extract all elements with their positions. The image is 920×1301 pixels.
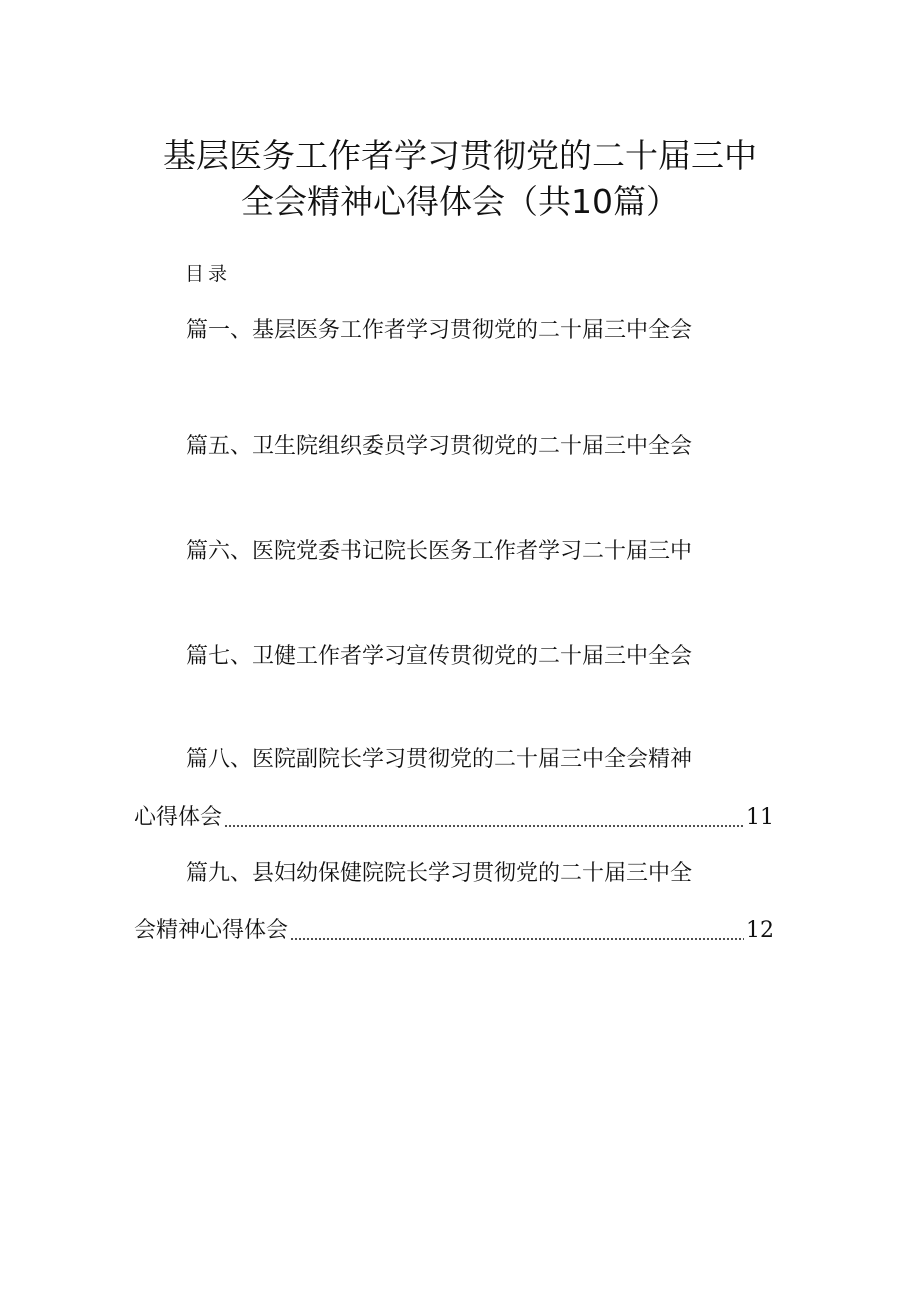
document-title-line-2: 全会精神心得体会（共10篇）	[241, 182, 679, 221]
toc-entry-9-line-1[interactable]: 篇九、县妇幼保健院院长学习贯彻党的二十届三中全	[186, 861, 693, 886]
document-title-line-1: 基层医务工作者学习贯彻党的二十届三中	[163, 136, 757, 175]
toc-entry-7[interactable]: 篇七、卫健工作者学习宣传贯彻党的二十届三中全会	[186, 644, 693, 669]
toc-heading: 目录	[185, 263, 232, 285]
toc-entry-8-line-2[interactable]	[134, 803, 774, 833]
toc-entry-8-line-1[interactable]: 篇八、医院副院长学习贯彻党的二十届三中全会精神	[186, 747, 693, 772]
toc-entry-8-page-number: 11	[746, 805, 774, 830]
toc-entry-8-text: 心得体会	[134, 805, 223, 830]
toc-entry-1[interactable]: 篇一、基层医务工作者学习贯彻党的二十届三中全会	[186, 318, 693, 343]
toc-entry-5[interactable]: 篇五、卫生院组织委员学习贯彻党的二十届三中全会	[186, 434, 693, 459]
toc-entry-9-line-2[interactable]	[134, 916, 774, 946]
toc-entry-9-text: 会精神心得体会	[134, 918, 289, 943]
dot-leader	[224, 803, 744, 833]
dot-leader	[290, 916, 744, 946]
toc-entry-6[interactable]: 篇六、医院党委书记院长医务工作者学习二十届三中	[186, 539, 693, 564]
toc-entry-9-page-number: 12	[746, 918, 774, 943]
